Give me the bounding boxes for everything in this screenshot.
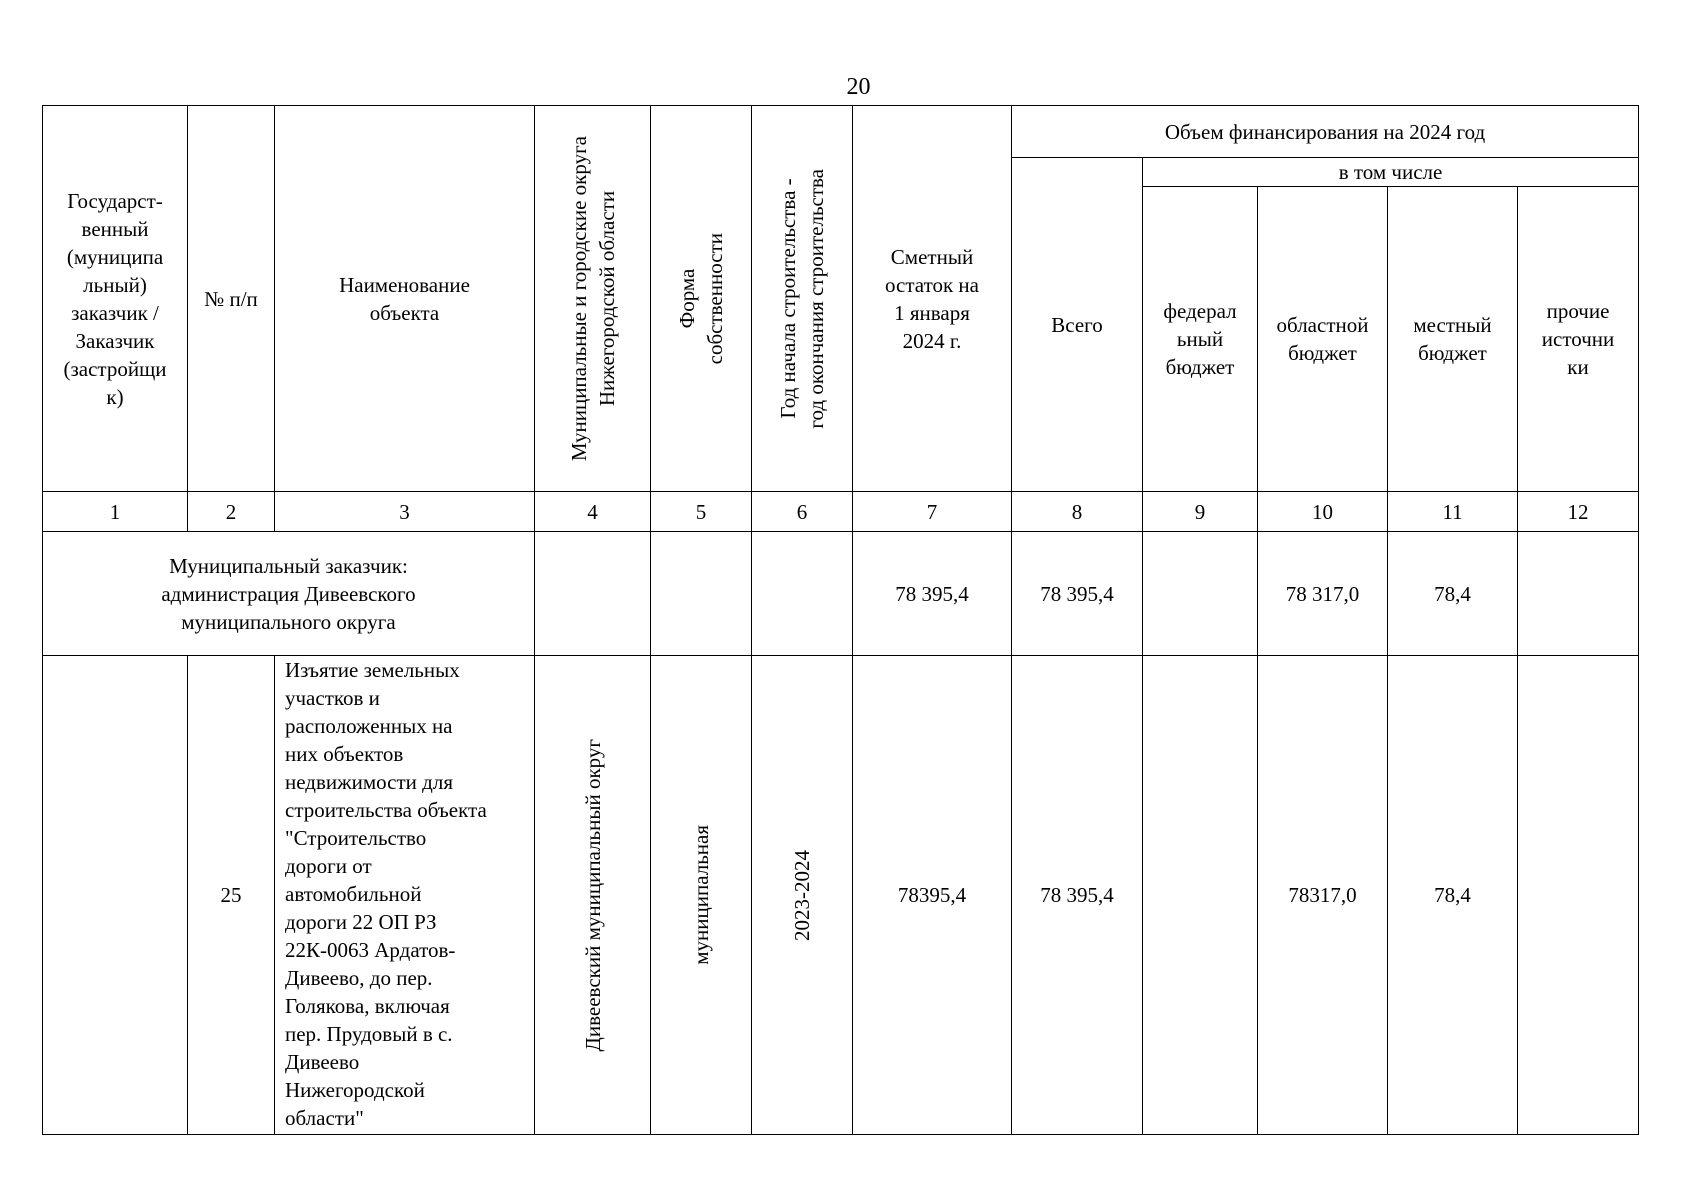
row-years-text: 2023-2024 — [790, 849, 814, 941]
header-ownership — [651, 106, 752, 492]
row-total: 78 395,4 — [1012, 656, 1143, 1135]
header-total: Всего — [1012, 158, 1143, 492]
column-number: 7 — [853, 492, 1012, 532]
financing-table — [42, 105, 1639, 1135]
row-other — [1518, 656, 1639, 1135]
column-number: 3 — [275, 492, 535, 532]
header-local: местный бюджет — [1388, 187, 1518, 492]
column-number: 1 — [43, 492, 188, 532]
column-number: 4 — [535, 492, 651, 532]
row-ownership-text: муниципальная — [689, 825, 713, 965]
header-including: в том числе — [1143, 158, 1639, 187]
row-object-name-text: Изъятие земельных участков и расположенных на них объектов недвижимости для строительства объекта "Строительство дороги от автомобильной дороги 22 ОП РЗ 22К-0063 Ардатов- Дивеево, до пер. Голякова, включая пер. Прудовый в с. Дивеево Нижегородской области" — [285, 658, 487, 1130]
row-federal — [1143, 656, 1258, 1135]
column-number: 11 — [1388, 492, 1518, 532]
customer-regional: 78 317,0 — [1258, 532, 1388, 656]
customer-district — [535, 532, 651, 656]
customer-federal — [1143, 532, 1258, 656]
customer-row — [43, 532, 1639, 656]
customer-estimated-balance: 78 395,4 — [853, 532, 1012, 656]
customer-total: 78 395,4 — [1012, 532, 1143, 656]
column-number: 2 — [188, 492, 275, 532]
customer-years — [752, 532, 853, 656]
row-regional: 78317,0 — [1258, 656, 1388, 1135]
column-number: 12 — [1518, 492, 1639, 532]
row-object-name — [275, 656, 535, 1135]
header-other: прочие источни ки — [1518, 187, 1639, 492]
customer-other — [1518, 532, 1639, 656]
header-years — [752, 106, 853, 492]
row-local: 78,4 — [1388, 656, 1518, 1135]
header-regional: областной бюджет — [1258, 187, 1388, 492]
header-years-text: Год начала строительства - год окончания строительства — [776, 168, 828, 429]
column-number: 6 — [752, 492, 853, 532]
header-district-text: Муниципальные и городские округа Нижегородской области — [566, 135, 619, 462]
customer-local: 78,4 — [1388, 532, 1518, 656]
header-estimated-balance: Сметный остаток на 1 января 2024 г. — [853, 106, 1012, 492]
table-row — [43, 656, 1639, 1135]
header-customer: Государст- венный (муниципа льный) заказчик / Заказчик (застройщи к) — [43, 106, 188, 492]
row-district — [535, 656, 651, 1135]
header-number: № п/п — [188, 106, 275, 492]
header-object-name: Наименование объекта — [275, 106, 535, 492]
header-financing: Объем финансирования на 2024 год — [1012, 106, 1639, 158]
column-number: 8 — [1012, 492, 1143, 532]
column-number: 9 — [1143, 492, 1258, 532]
customer-label: Муниципальный заказчик: администрация Дивеевского муниципального округа — [43, 532, 535, 656]
header-ownership-text: Форма собственности — [675, 232, 727, 365]
row-number: 25 — [188, 656, 275, 1135]
column-numbers-row — [43, 492, 1639, 532]
page-number: 20 — [846, 74, 871, 100]
header-federal: федерал ьный бюджет — [1143, 187, 1258, 492]
row-years — [752, 656, 853, 1135]
column-number: 10 — [1258, 492, 1388, 532]
row-customer — [43, 656, 188, 1135]
row-estimated-balance: 78395,4 — [853, 656, 1012, 1135]
header-district — [535, 106, 651, 492]
row-district-text: Дивеевский муниципальный округ — [580, 738, 605, 1052]
customer-ownership — [651, 532, 752, 656]
row-ownership — [651, 656, 752, 1135]
column-number: 5 — [651, 492, 752, 532]
